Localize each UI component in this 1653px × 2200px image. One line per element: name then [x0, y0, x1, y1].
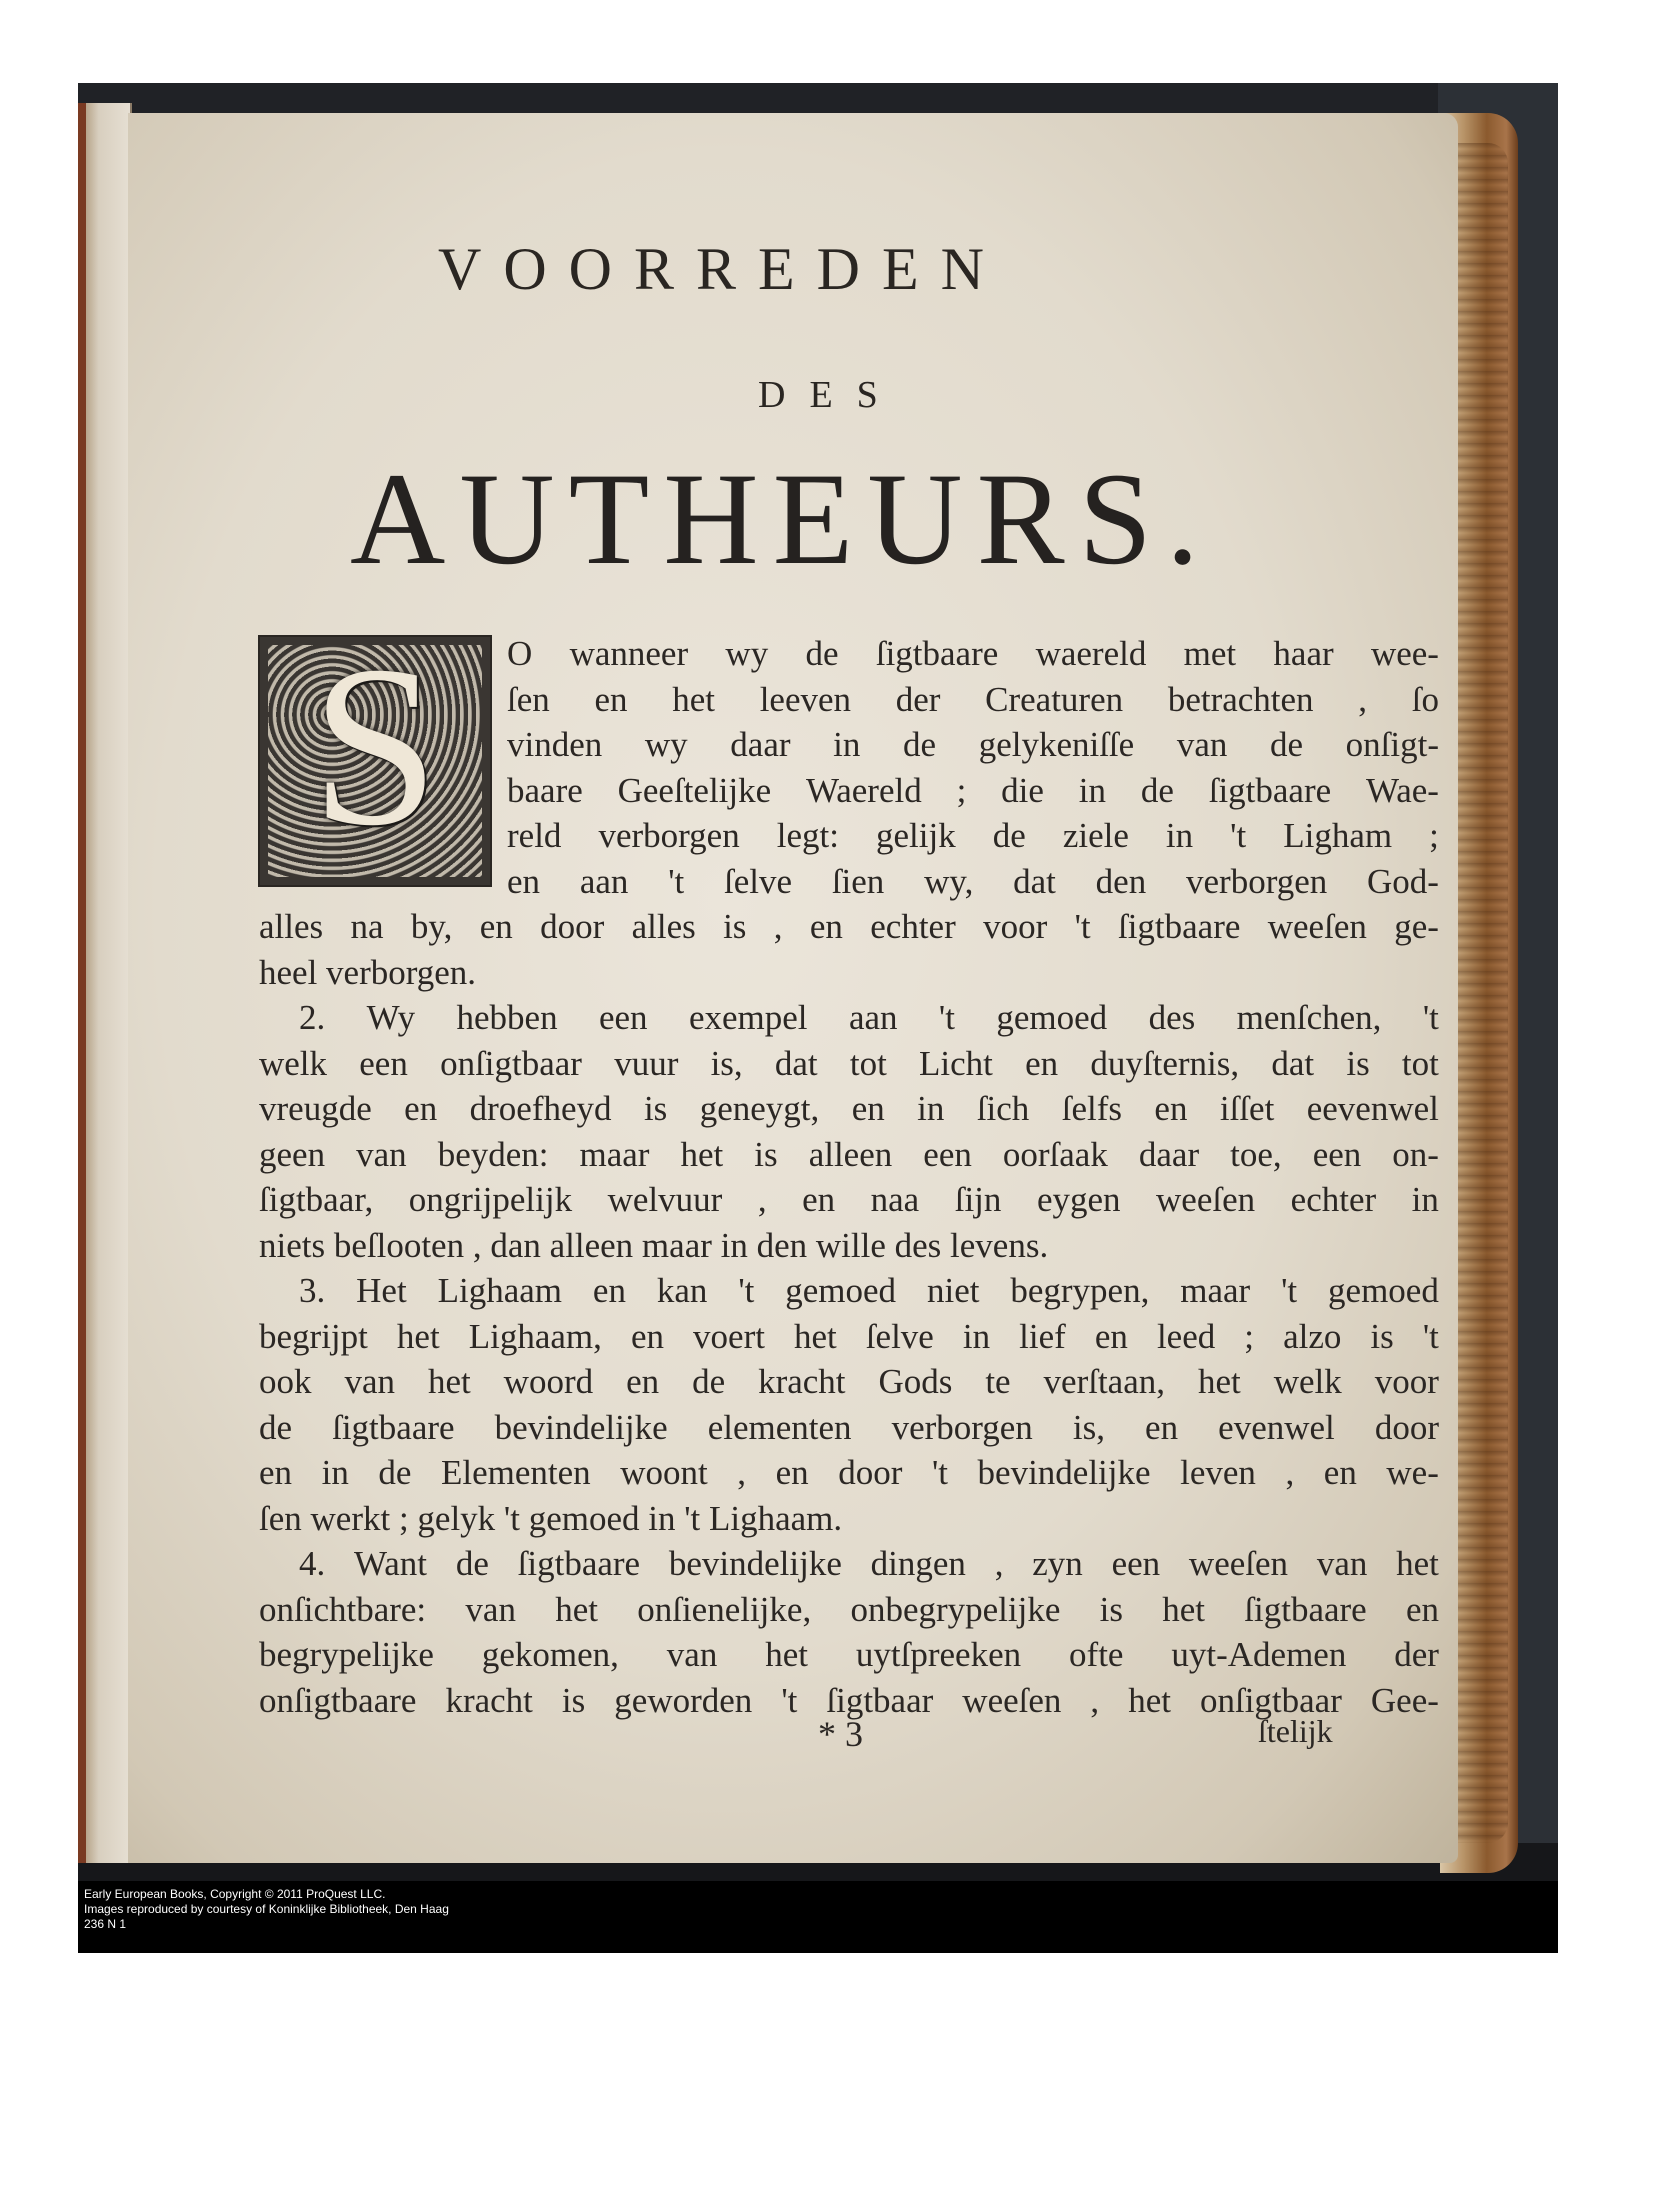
text-word: verborgen	[1186, 861, 1328, 901]
text-word: verſtaan,	[1043, 1362, 1166, 1401]
heading-autheurs: AUTHEURS.	[350, 445, 1214, 592]
text-line	[259, 859, 1439, 905]
text-word: aan	[848, 998, 898, 1037]
text-word: het	[1396, 1544, 1439, 1583]
text-word: en	[594, 679, 628, 719]
text-word: en	[851, 1089, 885, 1128]
text-word: daar	[730, 725, 791, 764]
text-word: is	[1099, 1589, 1123, 1629]
text-word: die	[1001, 770, 1044, 810]
text-line	[259, 1632, 1439, 1678]
text-word: met	[1183, 634, 1237, 673]
footer-shelfmark: 236 N 1	[84, 1917, 127, 1931]
text-word: Geeſtelijke	[617, 770, 772, 810]
text-word: is,	[1072, 1407, 1105, 1447]
text-word: alleen	[808, 1134, 893, 1174]
text-word: Gods	[878, 1362, 953, 1401]
text-word: zyn	[1032, 1544, 1083, 1583]
text-word: tot	[1401, 1043, 1439, 1083]
text-word: Creaturen	[985, 679, 1124, 719]
text-line	[259, 1587, 1439, 1633]
text-word: ,	[1358, 679, 1368, 719]
text-word: Want	[354, 1544, 428, 1583]
text-word: ook	[259, 1362, 312, 1401]
text-word: aan	[579, 861, 629, 901]
text-word: het	[427, 1362, 471, 1401]
text-word: kan	[656, 1271, 708, 1310]
text-word: vuur	[614, 1043, 679, 1083]
text-word: ſigtbaare	[517, 1544, 641, 1583]
text-word: niet	[926, 1271, 980, 1310]
text-word: droefheyd	[469, 1089, 612, 1128]
text-word: onſigtbaar	[440, 1043, 582, 1083]
text-word: gemoed	[996, 998, 1108, 1037]
catchword: ſtelijk	[1258, 1713, 1333, 1749]
text-word: het	[794, 1316, 837, 1356]
text-line	[259, 1541, 1439, 1587]
facing-page-edge	[78, 103, 132, 1863]
text-word: 't	[938, 998, 955, 1037]
text-word: ſelve	[724, 861, 793, 901]
text-word: welk	[1273, 1362, 1342, 1401]
text-line-content: ſen werkt ; gelyk 't gemoed in 't Lighaam.	[259, 1498, 843, 1538]
text-word: eygen	[1036, 1180, 1121, 1219]
text-word: Gee-	[1370, 1680, 1439, 1720]
text-word: de	[455, 1544, 489, 1583]
text-word: daar	[1138, 1134, 1200, 1174]
text-word: het	[396, 1316, 440, 1356]
text-word: weeſen	[962, 1680, 1062, 1720]
text-word: is	[1346, 1043, 1370, 1083]
text-word: te	[985, 1362, 1011, 1401]
text-word: in	[1165, 816, 1194, 855]
body-text	[259, 618, 1439, 1723]
text-word: van	[344, 1362, 395, 1401]
text-word: het	[1197, 1362, 1241, 1401]
heading-des: DES	[758, 374, 902, 416]
text-word: Lighaam	[437, 1271, 563, 1310]
text-word: voor	[1374, 1362, 1439, 1401]
text-word: baare	[507, 770, 583, 810]
text-line	[259, 1405, 1439, 1451]
text-word: der	[1394, 1635, 1439, 1674]
text-line	[259, 768, 1439, 814]
text-word: lief	[1019, 1316, 1066, 1356]
text-word: ſelve	[865, 1316, 934, 1356]
text-line-content: heel verborgen.	[259, 952, 477, 992]
text-line	[259, 1496, 1439, 1542]
text-line	[259, 1132, 1439, 1178]
text-word: een	[359, 1043, 408, 1083]
text-word: ſigtbaare	[1244, 1589, 1367, 1629]
text-word: uytſpreeken	[855, 1635, 1022, 1674]
text-word: is	[754, 1134, 778, 1174]
text-word: leeven	[759, 679, 852, 719]
text-word: welk	[259, 1043, 328, 1083]
text-word: na	[350, 907, 384, 946]
heading-voorreden: VOORREDEN	[438, 236, 1006, 302]
text-word: der	[895, 679, 941, 719]
text-word: Ligham	[1283, 816, 1393, 855]
text-word: ſigtbaar,	[259, 1180, 374, 1219]
text-word: ſien	[831, 861, 885, 901]
text-word: door	[1374, 1407, 1439, 1447]
text-word: 't	[1422, 1316, 1439, 1356]
text-word: is	[561, 1680, 586, 1720]
text-word: geworden	[614, 1680, 753, 1720]
text-word: en	[259, 1453, 293, 1492]
text-word: eevenwel	[1306, 1089, 1439, 1128]
text-word: ,	[757, 1180, 767, 1219]
text-word: is	[643, 1089, 668, 1128]
text-word: betrachten	[1167, 679, 1314, 719]
initial-letter: S	[311, 618, 439, 873]
text-word: echter	[1290, 1180, 1377, 1219]
text-word: en	[1405, 1589, 1439, 1629]
text-word: bevindelijke	[494, 1407, 668, 1447]
leather-texture	[1458, 143, 1508, 1843]
text-word: haar	[1273, 634, 1334, 673]
text-word: by,	[410, 907, 453, 946]
text-word: het	[680, 1134, 724, 1174]
text-word: 't	[1230, 816, 1247, 855]
text-word: ſigtbaar	[826, 1680, 934, 1720]
text-word: ge-	[1394, 907, 1439, 946]
text-word: de	[1270, 725, 1304, 764]
text-word: verborgen	[598, 816, 740, 855]
text-word: ſo	[1411, 679, 1439, 719]
text-word: hebben	[456, 998, 558, 1037]
text-word: maar	[1180, 1271, 1251, 1310]
book-page	[128, 113, 1458, 1863]
text-word: alles	[259, 907, 324, 946]
text-word: en	[1323, 1453, 1357, 1492]
text-word: we-	[1386, 1453, 1439, 1492]
text-word: naa	[870, 1180, 920, 1219]
text-word: voert	[693, 1316, 765, 1356]
text-word: bevindelijke	[977, 1453, 1151, 1492]
text-word: gemoed	[785, 1271, 897, 1310]
text-word: den	[1095, 861, 1147, 901]
text-word: ſigtbaare	[875, 634, 999, 673]
text-word: Licht	[919, 1043, 993, 1083]
text-word: het	[672, 679, 715, 719]
text-word: voor	[983, 907, 1048, 946]
text-word: wanneer	[569, 634, 689, 673]
text-word: maar	[579, 1134, 650, 1174]
text-word: ;	[956, 770, 967, 810]
text-word: ſelfs	[1061, 1089, 1122, 1128]
text-line	[259, 1450, 1439, 1496]
text-word: een	[923, 1134, 972, 1174]
text-word: alzo	[1283, 1316, 1342, 1356]
text-word: wy	[725, 634, 769, 673]
text-word: ,	[1285, 1453, 1295, 1492]
text-word: 3.	[299, 1271, 326, 1310]
text-word: ſigtbaare	[332, 1407, 455, 1447]
text-word: weeſen	[1156, 1180, 1256, 1219]
text-word: kracht	[445, 1680, 533, 1720]
text-word: en	[802, 1180, 836, 1219]
text-line	[259, 995, 1439, 1041]
footer-courtesy: Images reproduced by courtesy of Koninklijke Bibliotheek, Den Haag	[84, 1902, 449, 1916]
text-word: onſigt-	[1345, 725, 1439, 764]
text-word: Het	[356, 1271, 407, 1310]
text-word: ſen	[507, 679, 550, 719]
text-word: Wae-	[1366, 770, 1439, 810]
text-line	[259, 1223, 1439, 1269]
text-word: 4.	[299, 1544, 326, 1583]
text-word: van	[356, 1134, 407, 1174]
text-word: begrypelijke	[259, 1635, 434, 1674]
text-word: exempel	[688, 998, 808, 1037]
text-word: het	[765, 1635, 809, 1674]
text-word: tot	[849, 1043, 887, 1083]
text-word: de	[992, 816, 1026, 855]
text-word: onſienelijke,	[637, 1589, 812, 1629]
text-word: de	[903, 725, 937, 764]
text-line	[259, 1041, 1439, 1087]
text-word: ſijn	[954, 1180, 1002, 1219]
text-word: Waereld	[806, 770, 922, 810]
text-word: vreugde	[259, 1089, 372, 1128]
text-line	[259, 1314, 1439, 1360]
text-word: door	[838, 1453, 903, 1492]
text-word: en	[404, 1089, 438, 1128]
text-word: dat	[1271, 1043, 1315, 1083]
text-word: toe,	[1230, 1134, 1282, 1174]
text-word: wy,	[924, 861, 974, 901]
text-word: beyden:	[437, 1134, 549, 1174]
text-word: 't	[668, 861, 685, 901]
text-word: Lighaam,	[468, 1316, 602, 1356]
text-word: is	[1370, 1316, 1394, 1356]
text-word: en	[1154, 1089, 1188, 1128]
text-word: van	[666, 1635, 718, 1674]
text-word: gelykeniſſe	[978, 725, 1135, 764]
text-word: in	[833, 725, 861, 764]
text-word: en	[507, 861, 541, 901]
text-word: ongrijpelijk	[408, 1180, 573, 1219]
text-word: gekomen,	[481, 1635, 619, 1674]
text-word: ſigtbaare	[1208, 770, 1332, 810]
text-word: en	[479, 907, 513, 946]
text-word: van	[1316, 1544, 1368, 1583]
text-word: 't	[1422, 998, 1439, 1037]
text-word: ofte	[1069, 1635, 1124, 1674]
text-word: 2.	[299, 998, 326, 1037]
text-word: door	[540, 907, 605, 946]
text-word: ,	[737, 1453, 747, 1492]
text-line	[259, 1268, 1439, 1314]
text-word: ;	[1244, 1316, 1255, 1356]
text-word: gemoed	[1328, 1271, 1439, 1310]
text-word: dat	[1013, 861, 1056, 901]
text-word: woord	[503, 1362, 594, 1401]
binding-edge-left	[78, 103, 86, 1863]
text-word: geneygt,	[699, 1089, 820, 1128]
text-word: wee-	[1370, 634, 1439, 673]
text-word: elementen	[707, 1407, 852, 1447]
text-word: ſich	[976, 1089, 1030, 1128]
text-word: 't	[931, 1453, 948, 1492]
text-word: en	[592, 1271, 626, 1310]
text-word: des	[1148, 998, 1196, 1037]
text-line	[259, 677, 1439, 723]
text-word: duyſternis,	[1090, 1043, 1240, 1083]
text-word: ;	[1429, 816, 1439, 855]
text-word: in	[917, 1089, 945, 1128]
text-word: verborgen	[891, 1407, 1033, 1447]
text-word: Wy	[366, 998, 416, 1037]
text-word: begrijpt	[259, 1316, 368, 1356]
text-word: bevindelijke	[668, 1544, 842, 1583]
text-word: en	[1025, 1043, 1059, 1083]
text-line	[259, 1359, 1439, 1405]
text-word: en	[809, 907, 843, 946]
text-word: de	[378, 1453, 412, 1492]
text-word: evenwel	[1218, 1407, 1335, 1447]
text-word: van	[1176, 725, 1228, 764]
text-word: in	[1411, 1180, 1439, 1219]
text-word: weeſen	[1188, 1544, 1289, 1583]
text-word: 't	[1074, 907, 1091, 946]
text-word: 't	[738, 1271, 755, 1310]
text-line	[259, 631, 1439, 677]
text-word: de	[1140, 770, 1174, 810]
text-line	[259, 813, 1439, 859]
text-word: wy	[644, 725, 688, 764]
text-word: woont	[620, 1453, 708, 1492]
text-word: onſigtbaare	[259, 1680, 417, 1720]
text-word: een	[598, 998, 648, 1037]
text-word: menſchen,	[1236, 998, 1382, 1037]
text-word: de	[692, 1362, 726, 1401]
text-word: van	[465, 1589, 516, 1629]
text-word: en	[775, 1453, 809, 1492]
text-word: ziele	[1062, 816, 1129, 855]
text-word: het	[555, 1589, 598, 1629]
text-word: en	[1094, 1316, 1128, 1356]
text-word: leed	[1156, 1316, 1216, 1356]
text-word: O	[507, 634, 533, 673]
signature-mark: * 3	[818, 1714, 863, 1754]
text-word: reld	[507, 816, 562, 855]
text-word: onſichtbare:	[259, 1589, 427, 1629]
text-word: in	[321, 1453, 349, 1492]
text-word: is	[723, 907, 747, 946]
text-word: onſigtbaar	[1199, 1680, 1342, 1720]
text-word: dat	[774, 1043, 818, 1083]
text-word: waereld	[1035, 634, 1147, 673]
page-photograph	[78, 83, 1558, 1903]
text-word: dingen	[870, 1544, 966, 1583]
text-word: de	[259, 1407, 293, 1447]
text-word: en	[630, 1316, 664, 1356]
text-line	[259, 1086, 1439, 1132]
text-word: 't	[1281, 1271, 1298, 1310]
text-word: uyt-Ademen	[1171, 1635, 1347, 1674]
text-word: begrypen,	[1010, 1271, 1150, 1310]
text-word: ſigtbaare	[1117, 907, 1241, 946]
text-word: het	[1162, 1589, 1206, 1629]
text-word: onbegrypelijke	[850, 1589, 1061, 1629]
text-word: in	[1078, 770, 1106, 810]
text-word: gelijk	[875, 816, 956, 855]
text-word: ,	[773, 907, 783, 946]
text-word: legt:	[776, 816, 839, 855]
text-word: 't	[781, 1680, 798, 1720]
text-word: een	[1312, 1134, 1362, 1174]
text-word: geen	[259, 1134, 326, 1174]
text-word: in	[962, 1316, 991, 1356]
text-word: iſſet	[1219, 1089, 1275, 1128]
text-word: kracht	[758, 1362, 846, 1401]
text-line	[259, 950, 1439, 996]
text-line	[259, 1177, 1439, 1223]
text-word: oorſaak	[1002, 1134, 1108, 1174]
text-word: en	[626, 1362, 660, 1401]
text-word: on-	[1392, 1134, 1439, 1174]
copyright-footer	[78, 1881, 1558, 1953]
text-word: echter	[870, 907, 956, 946]
text-word: welvuur	[607, 1180, 723, 1219]
text-word: weeſen	[1267, 907, 1367, 946]
text-word: een	[1111, 1544, 1161, 1583]
footer-copyright: Early European Books, Copyright © 2011 ProQuest LLC.	[84, 1887, 386, 1901]
text-word: het	[1128, 1680, 1171, 1720]
text-line	[259, 904, 1439, 950]
text-word: Elementen	[441, 1453, 591, 1492]
text-word: alles	[631, 907, 696, 946]
text-word: en	[1145, 1407, 1179, 1447]
text-word: de	[805, 634, 839, 673]
text-word: ,	[1090, 1680, 1100, 1720]
text-line	[259, 722, 1439, 768]
text-word: vinden	[507, 725, 603, 764]
text-word: is,	[710, 1043, 743, 1083]
text-line-content: niets beſlooten , dan alleen maar in den wille des levens.	[259, 1225, 1049, 1265]
text-word: leven	[1180, 1453, 1256, 1492]
text-word: God-	[1367, 861, 1439, 901]
text-word: ,	[994, 1544, 1004, 1583]
